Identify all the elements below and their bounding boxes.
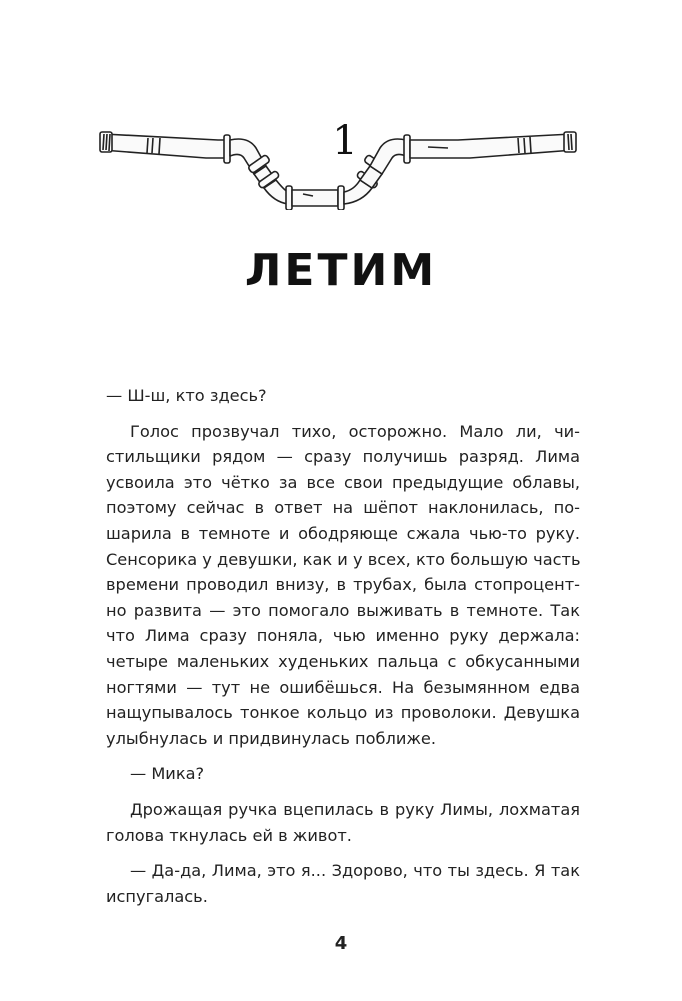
text-line: Сенсорика у девушки, как и у всех, кто большую часть xyxy=(106,549,581,569)
paragraph xyxy=(106,797,580,848)
text-line: — Мика? xyxy=(130,764,205,784)
chapter-number: 1 xyxy=(332,118,358,164)
paragraph xyxy=(106,858,580,909)
text-line: Дрожащая ручка вцепилась в руку Лимы, лохматая xyxy=(130,799,580,819)
text-line: что Лима сразу поняла, чью именно руку держала: xyxy=(106,626,580,646)
text-line: испугалась. xyxy=(106,886,208,906)
text-line: нащупывалось тонкое кольцо из проволоки. Девушка xyxy=(106,703,580,723)
text-line: голова ткнулась ей в живот. xyxy=(106,825,352,845)
text-line: ногтями — тут не ошибёшься. На безымянном едва xyxy=(106,677,580,697)
text-line: шарила в темноте и ободряюще сжала чью-то руку. xyxy=(106,523,580,543)
text-line: четыре маленьких худеньких пальца с обкусанными xyxy=(106,651,580,671)
chapter-body xyxy=(106,383,580,919)
chapter-title: ЛЕТИМ xyxy=(244,245,438,296)
text-line: — Ш-ш, кто здесь? xyxy=(106,386,267,405)
paragraph xyxy=(106,383,580,409)
paragraph xyxy=(106,761,580,787)
text-line: поэтому сейчас в ответ на шёпот наклонилась, по- xyxy=(106,498,580,518)
paragraph xyxy=(106,419,580,752)
text-line: улыбнулась и придвинулась поближе. xyxy=(106,728,437,748)
text-line: времени проводил внизу, в трубах, была стопроцент- xyxy=(106,575,580,595)
text-line: — Да-да, Лима, это я... Здорово, что ты здесь. Я так xyxy=(130,861,580,881)
page-number: 4 xyxy=(334,933,348,954)
text-line: но развита — это помогало выживать в темноте. Так xyxy=(106,600,580,620)
text-line: стильщики рядом — сразу получишь разряд. Лима xyxy=(106,447,580,467)
text-line: Голос прозвучал тихо, осторожно. Мало ли, чи- xyxy=(130,421,580,441)
text-line: усвоила это чётко за все свои предыдущие облавы, xyxy=(106,472,580,492)
